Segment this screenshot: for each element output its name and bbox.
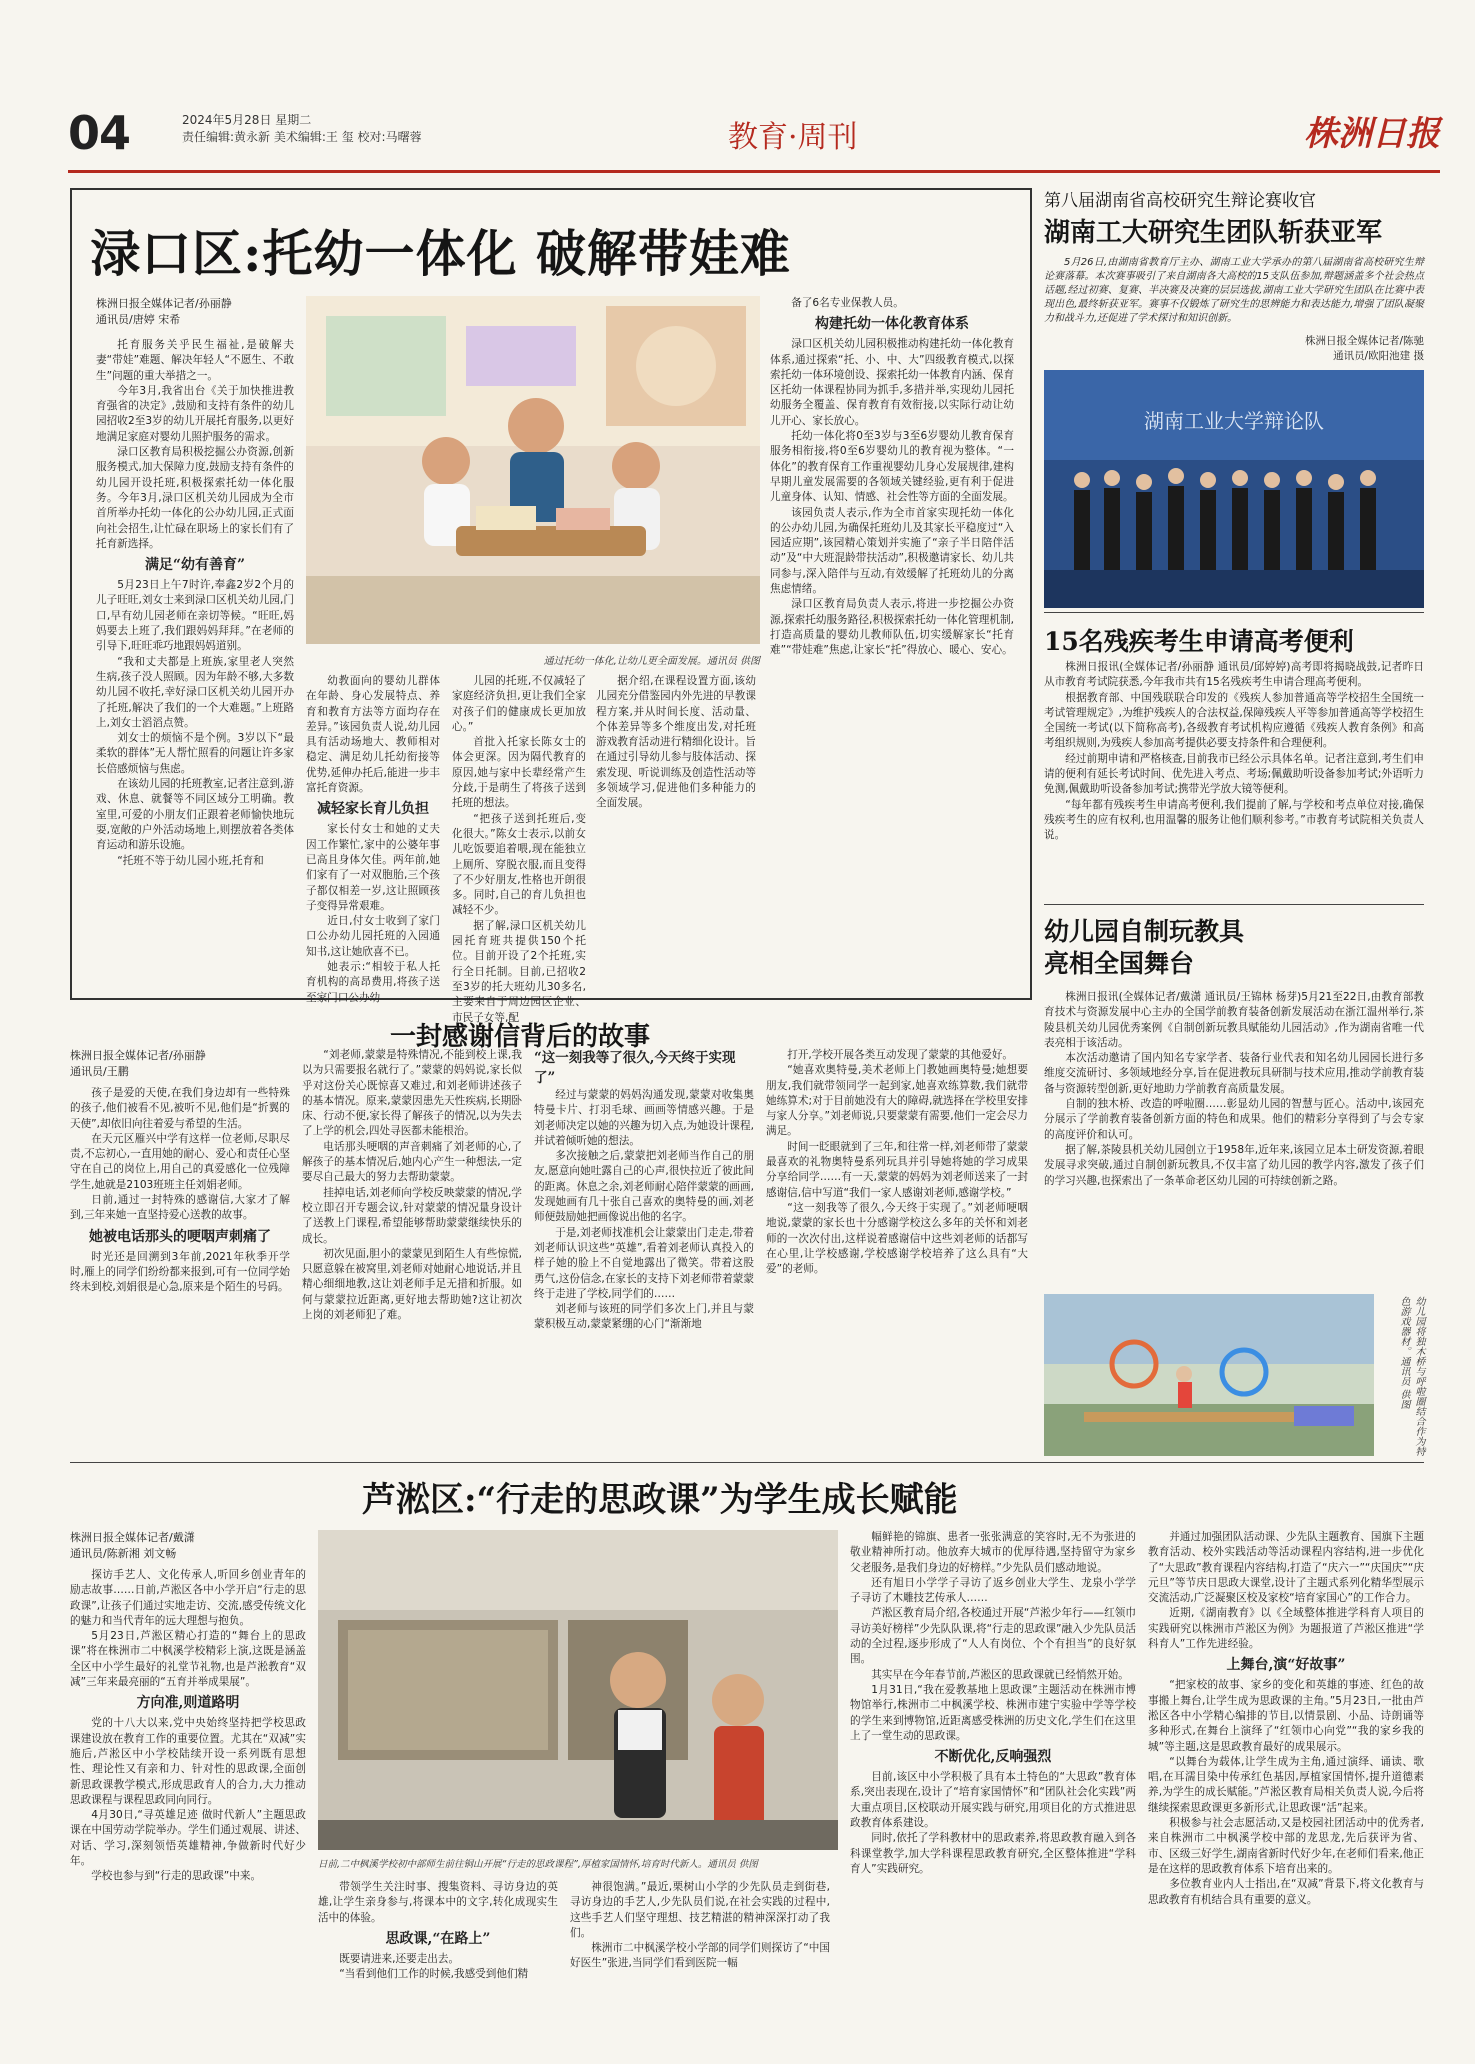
paragraph: 幅鲜艳的锦旗、患者一张张满意的笑容时,无不为张进的敬业精神所打动。他放弃大城市的优厚待遇,坚持留守为家乡父老服务,是我们身边的好榜样。”少先队员们感动地说。 (850, 1531, 1136, 1574)
paragraph: 据介绍,在课程设置方面,该幼儿园充分借鉴园内外先进的早教课程方案,并从时间长度、活动量、个体差异等多个维度出发,对托班游戏教育活动进行精细化设计。旨在通过引导幼儿参与肢体活动、探索发现、听说训练及创造性活动等多领域学习,促进他们多种能力的全面发展。 (596, 675, 756, 810)
paragraph: 株洲日报讯(全媒体记者/孙丽静 通讯员/邱婷婷)高考即将揭晓战鼓,记者昨日从市教育考试院获悉,今年我市共有15名残疾考生申请合理高考便利。 (1044, 661, 1424, 689)
banner-text: 湖南工业大学辩论队 (1144, 409, 1324, 433)
subheading: 满足“幼有善育” (144, 557, 246, 574)
paragraph: “刘老师,蒙蒙是特殊情况,不能到校上课,我以为只需要报名就行了。”蒙蒙的妈妈说,家长似乎对这份关心既惊喜又难过,和刘老师讲述孩子的基本情况。原来,蒙蒙因患先天性疾病,长期卧床、行动不便,家长得了解孩子的情况,以为失去了上学的机会,四处寻医都未能根治。 (302, 1049, 522, 1138)
paragraph: 挂掉电话,刘老师向学校反映蒙蒙的情况,学校立即召开专题会议,针对蒙蒙的情况量身设计了送教上门课程,希望能够帮助蒙蒙继续快乐的成长。 (302, 1186, 522, 1245)
paragraph: “当看到他们工作的时候,我感受到他们精 (339, 1968, 529, 1981)
paragraph: 根据教育部、中国残联联合印发的《残疾人参加普通高等学校招生全国统一考试管理规定》,为维护残疾人的合法权益,保障残疾人平等参加普通高等学校招生全国统一考试(以下简称高考),各级教育考试机构应遵循《残疾人教育条例》和高考组织规则,为残疾人参加高考提供必要支持条件和合理便利。 (1044, 691, 1424, 750)
head-meta (182, 112, 422, 146)
paragraph: 自制的独木桥、改造的呼啦圈……彰显幼儿园的智慧与匠心。活动中,该园充分展示了学前教育装备创新方面的特色和成果。他们的精彩分享得到了与会专家的高度评价和认可。 (1044, 1098, 1424, 1141)
paragraph: 首批入托家长陈女士的体会更深。因为隔代教育的原因,她与家中长辈经常产生分歧,于是萌生了将孩子送到托班的想法。 (452, 736, 586, 810)
paragraph: 在该幼儿园的托班教室,记者注意到,游戏、休息、就餐等不同区域分工明确。教室里,可爱的小朋友们正跟着老师愉快地玩耍,宽敞的户外活动场地上,则摆放着各类体育运动和游乐设施。 (96, 778, 294, 852)
credit-photographer: 通讯员/欧阳池建 摄 (1333, 350, 1424, 363)
paragraph: 儿园的托班,不仅减轻了家庭经济负担,更让我们全家对孩子们的健康成长更加放心。” (452, 675, 586, 733)
paragraph: 学校也参与到“行走的思政课”中来。 (91, 1870, 262, 1883)
subheading: 上舞台,演“好故事” (1226, 1657, 1346, 1674)
paragraph: 刘老师与该班的同学们多次上门,并且与蒙蒙积极互动,蒙蒙紧绷的心门“渐渐地 (534, 1303, 754, 1331)
divider (1044, 904, 1424, 905)
paragraph: 时间一眨眼就到了三年,和往常一样,刘老师带了蒙蒙最喜欢的礼物奥特曼系列玩具并引导她将她的学习成果分享给同学……有一天,蒙蒙的妈妈为刘老师送来了一封感谢信,信中写道“我们一家人感谢刘老师,感谢学校。” (766, 1140, 1028, 1199)
paragraph: 刘女士的烦恼不是个例。3岁以下“最柔软的群体”无人帮忙照看的问题让许多家长倍感烦恼与焦虑。 (96, 732, 294, 775)
top-story-photo-caption: 通过托幼一体化,让幼儿更全面发展。通讯员 供图 (543, 656, 760, 667)
paragraph: “以舞台为载体,让学生成为主角,通过演绎、诵读、歌唱,在耳濡目染中传承红色基因,厚植家国情怀,提升道德素养,为学生的成长赋能。”芦淞区教育局相关负责人说,今后将继续探索思政课更多新形式,让思政课“活”起来。 (1148, 1755, 1424, 1814)
lusong-photo (318, 1530, 838, 1850)
paragraph: 4月30日,“寻英雄足迹 做时代新人”主题思政课在中国劳动学院举办。学生们通过观展、讲述、对话、学习,深刻领悟英雄精神,争做新时代好少年。 (70, 1809, 306, 1868)
paragraph: 初次见面,胆小的蒙蒙见到陌生人有些惊慌,只愿意躲在被窝里,刘老师对她耐心地说话,并且精心细细地教,这让刘老师手足无措和折服。如何与蒙蒙拉近距离,更好地去帮助她?这让初次上岗的刘老师犯了难。 (302, 1247, 522, 1322)
top-story-byline (96, 296, 296, 328)
top-story-photo (306, 296, 760, 644)
debate-stage-illustration (1044, 370, 1424, 608)
paragraph: 经过前期申请和严格核查,目前我市已经公示具体名单。记者注意到,考生们申请的便利有延长考试时间、优先进入考点、考场;佩戴助听设备参加考试;外语听力免测,佩戴助听设备参加考试;携带光学放大镜等便利。 (1044, 752, 1424, 796)
byline-reporter: 株洲日报全媒体记者/孙丽静 (96, 297, 232, 310)
lusong-title: 芦淞区:“行走的思政课”为学生成长赋能 (362, 1480, 958, 1520)
paragraph: 株洲日报讯(全媒体记者/戴潇 通讯员/王锦林 杨芽)5月21至22日,由教育部教育技术与资源发展中心主办的全国学前教育装备创新发展活动在浙江温州举行,茶陵县机关幼儿园优秀案例《自制创新玩教具赋能幼儿园活动》,作为湖南省唯一代表亮相于该活动。 (1044, 991, 1424, 1049)
paragraph: 打开,学校开展各类互动发现了蒙蒙的其他爱好。 (787, 1049, 1014, 1061)
paragraph: “把孩子送到托班后,变化很大。”陈女士表示,以前女儿吃饭要追着喂,现在能独立上厕所、穿脱衣服,而且变得了不少好朋友,性格也开朗很多。同时,自己的育儿负担也减轻不少。 (452, 812, 586, 917)
top-story-col-1 (96, 338, 294, 978)
students-museum-illustration (318, 1530, 838, 1850)
paragraph: 托幼一体化将0至3岁与3至6岁婴幼儿教育保育服务相衔接,将0至6岁婴幼儿的教育视为整体。“一体化”的教育保育工作重视婴幼儿身心发展规律,建构早期儿童发展需要的各领域关键经验,更有利于促进儿童身体、认知、情感、社会性等方面的全面发展。 (770, 430, 1014, 504)
kids-balance-beam-illustration (1044, 1294, 1374, 1456)
toys-title (1044, 916, 1244, 980)
toys-title-line-1: 幼儿园自制玩教具 (1044, 917, 1245, 946)
debate-body (1044, 256, 1424, 326)
top-story-col-3 (452, 674, 586, 1024)
paragraph: 株洲市二中枫溪学校小学部的同学们则探访了“中国好医生”张进,当同学们看到医院一幅 (570, 1942, 830, 1970)
paragraph: 该园负责人表示,作为全市首家实现托幼一体化的公办幼儿园,为确保托班幼儿及其家长平稳度过“入园适应期”,该园精心策划并实施了“亲子半日陪伴活动”及“中大班混龄带扶活动”,积极邀请家长、幼儿共同参与,深入陪伴与互动,有效缓解了托班幼儿的分离焦虑情绪。 (770, 506, 1014, 596)
paragraph: 党的十八大以来,党中央始终坚持把学校思政课建设放在教育工作的重要位置。尤其在“双减”实施后,芦淞区中小学校陆续开设一系列既有思想性、理论性又有亲和力、针对性的思政课,全面创新思政课教学模式,形成思政育人的合力,大力推动思政课程与课程思政同向同行。 (70, 1717, 306, 1806)
byline-reporter: 株洲日报全媒体记者/戴潇 (70, 1531, 195, 1544)
letter-title: 一封感谢信背后的故事 (390, 1022, 651, 1052)
paragraph: 日前,通过一封特殊的感谢信,大家才了解到,三年来她一直坚持爱心送教的故事。 (70, 1194, 290, 1222)
paragraph: 孩子是爱的天使,在我们身边却有一些特殊的孩子,他们被看不见,被听不见,他们是“折翼的天使”,却依旧向往着爱与希望的生活。 (70, 1087, 290, 1130)
paragraph: 5月26日,由湖南省教育厅主办、湖南工业大学承办的第八届湖南省高校研究生辩论赛落幕。本次赛事吸引了来自湖南各大高校的15支队伍参加,辩题涵盖多个社会热点话题,经过初赛、复赛、半决赛及决赛的层层选拔,湖南工业大学研究生团队在比赛中表现出色,最终斩获亚军。赛事不仅锻炼了研究生的思辨能力和表达能力,增强了团队凝聚力和战斗力,还促进了学术探讨和知识创新。 (1044, 257, 1424, 324)
disabled-title: 15名残疾考生申请高考便利 (1044, 627, 1354, 656)
paragraph: 目前,该区中小学积极了具有本土特色的“大思政”教育体系,突出表现在,设计了“培育家国情怀”和“团队社会化实践”两大重点项目,区校联动开展实践与研究,用项目化的方式推进思政教育体系建设。 (850, 1771, 1136, 1830)
debate-kicker: 第八届湖南省高校研究生辩论赛收官 (1044, 191, 1316, 211)
paragraph: 5月23日,芦淞区精心打造的“舞台上的思政课”将在株洲市二中枫溪学校精彩上演,这既是涵盖全区中小学生最好的礼堂节礼物,也是芦淞教育“双减”三年来最亮丽的“五育并举成果展”。 (70, 1630, 306, 1689)
paragraph: 经过与蒙蒙的妈妈沟通发现,蒙蒙对收集奥特曼卡片、打羽毛球、画画等情感兴趣。于是刘老师决定以她的兴趣为切入点,为她设计课程,并试着倾听她的想法。 (534, 1089, 754, 1147)
lusong-col-2 (318, 1880, 558, 2034)
paragraph: “每年都有残疾考生申请高考便利,我们提前了解,与学校和考点单位对接,确保残疾考生的应有权利,也用温馨的服务让他们顺利参考。”市教育考试院相关负责人说。 (1044, 798, 1424, 842)
paragraph: 今年3月,我省出台《关于加快推进教育强省的决定》,鼓励和支持有条件的幼儿园招收2至3岁的幼儿开展托育服务,以更好地满足家庭对婴幼儿照护服务的需求。 (96, 384, 294, 443)
letter-col-1 (70, 1086, 290, 1442)
paragraph: 近日,付女士收到了家门口公办幼儿园托班的入园通知书,这让她欣喜不已。 (306, 915, 440, 958)
date-line: 2024年5月28日 星期二 (182, 113, 312, 127)
paragraph: 积极参与社会志愿活动,又是校园社团活动中的优秀者,来自株洲市二中枫溪学校中部的龙思龙,先后获评为省、市、区级三好学生,湖南省新时代好少年,在老师们看来,他正是在这样的思政教育体系下培育出来的。 (1148, 1817, 1424, 1875)
letter-col-4 (766, 1048, 1028, 1442)
paragraph: 本次活动邀请了国内知名专家学者、装备行业代表和知名幼儿园园长进行多维度交流研讨、多领域地经分享,旨在促进教玩具研制与技术应用,推动学前教育装备与资源转型创新,更好地助力学前教育高质量发展。 (1044, 1052, 1424, 1095)
lusong-byline (70, 1530, 270, 1562)
paper-name: 株洲日报 (1304, 114, 1440, 154)
top-story-col-4-lower (596, 674, 756, 978)
paragraph: 她表示:“相较于私人托育机构的高昂费用,将孩子送至家门口公办幼 (306, 961, 440, 1004)
subheading: 她被电话那头的哽咽声刺痛了 (89, 1228, 271, 1245)
byline-correspondent: 通讯员/王鹏 (70, 1065, 129, 1078)
paragraph: 同时,依托了学科教材中的思政素养,将思政教育融入到各科课堂教学,加大学科课程思政教育研究,全区整体推进“学科育人”实践研究。 (850, 1832, 1136, 1875)
paragraph: 在天元区雁兴中学有这样一位老师,尽职尽责,不忘初心,一直用她的耐心、爱心和责任心坚守在自己的岗位上,用自己的真爱感化一位残障学生,她就是2103班班主任刘娟老师。 (70, 1132, 290, 1191)
letter-col-2 (302, 1048, 522, 1442)
byline-reporter: 株洲日报全媒体记者/孙丽静 (70, 1049, 206, 1062)
subheading: 不断优化,反响强烈 (934, 1749, 1052, 1766)
debate-credit (1240, 334, 1424, 365)
top-story-col-2 (306, 674, 440, 1004)
section-title: 教育·周刊 (728, 120, 858, 155)
paragraph: 幼教面向的婴幼儿群体在年龄、身心发展特点、养育和教育方法等方面均存在差异。”该园负责人说,幼儿园具有活动场地大、教师相对稳定、满足幼儿托幼衔接等优势,延伸办托后,能进一步丰富托育资源。 (306, 675, 440, 795)
paragraph: 神很饱满。”最近,栗树山小学的少先队员走到街巷,寻访身边的手艺人,少先队员们说,在社会实践的过程中,这些手艺人们坚守理想、技艺精湛的精神深深打动了我们。 (570, 1881, 830, 1939)
top-story-col-4 (770, 296, 1014, 978)
letter-byline (70, 1048, 270, 1080)
subheading: “这一刻我等了很久,今天终于实现了” (534, 1050, 736, 1086)
paragraph: 电话那头哽咽的声音刺痛了刘老师的心,了解孩子的基本情况后,她内心产生一种想法,一定要尽自己最大的努力去帮助蒙蒙。 (302, 1140, 522, 1184)
paragraph: 据了解,茶陵县机关幼儿园创立于1958年,近年来,该园立足本土研发资源,着眼发展寻求突破,通过自制创新玩教具,不仅丰富了幼儿园的教学内容,激发了孩子们的学习兴趣,也探索出了一条革命老区幼儿园的可持续创新之路。 (1044, 1143, 1424, 1187)
subheading: 思政课,“在路上” (385, 1930, 491, 1947)
subheading: 构建托幼一体化教育体系 (815, 316, 969, 333)
paragraph: 托育服务关乎民生福祉,是破解夫妻“带娃”难题、解决年轻人“不愿生、不敢生”问题的重大举措之一。 (96, 339, 294, 382)
paragraph: “托班不等于幼儿园小班,托育和 (117, 854, 264, 867)
kids-reading-illustration (306, 296, 760, 644)
disabled-body (1044, 660, 1424, 896)
paragraph: 1月31日,“我在爱教基地上思政课”主题活动在株洲市博物馆举行,株洲市二中枫溪学校、株洲市建宁实验中学等学校的学生来到博物馆,近距离感受株洲的历史文化,学生们在这里上了一堂生动的思政课。 (850, 1683, 1136, 1742)
paragraph: 渌口区教育局负责人表示,将进一步挖掘公办资源,探索托幼服务路径,积极探索托幼一体化管理机制,打造高质量的婴幼儿教师队伍,切实缓解家长“托育难”“带娃难”焦虑,让家长“托”得放心、暖心、安心。 (770, 598, 1014, 657)
paragraph: 据了解,渌口区机关幼儿园托育班共提供150个托位。目前开设了2个托班,实行全日托制。目前,已招收2至3岁的托大班幼儿30多名,主要来自于周边园区企业、市民子女等,配 (452, 919, 586, 1024)
paragraph: 芦淞区教育局介绍,各校通过开展“芦淞少年行——红领巾寻访美好榜样”少先队队课,将“行走的思政课”融入少先队员活动的全过程,逐步形成了“人人有岗位、个个有担当”的良好氛围。 (850, 1607, 1136, 1666)
divider (1044, 612, 1424, 613)
debate-team-photo (1044, 370, 1424, 608)
lusong-col-4 (850, 1530, 1136, 2034)
paragraph: 其实早在今年春节前,芦淞区的思政课就已经悄然开始。 (871, 1668, 1129, 1681)
editors-line: 责任编辑:黄永新 美术编辑:王 玺 校对:马曙蓉 (182, 130, 422, 144)
paragraph: 还有旭日小学学子寻访了返乡创业大学生、龙泉小学学子寻访了木雕技艺传承人…… (850, 1576, 1136, 1605)
byline-correspondent: 通讯员/唐婷 宋希 (96, 313, 181, 326)
paragraph: 探访手艺人、文化传承人,听回乡创业青年的励志故事……日前,芦淞区各中小学开启“行走的思政课”,让孩子们通过实地走访、交流,感受传统文化的魅力和当代青年的远大理想与抱负。 (70, 1569, 306, 1627)
paragraph: 家长付女士和她的丈夫因工作繁忙,家中的公婆年事已高且身体欠佳。两年前,她们家有了一对双胞胎,三个孩子都仅相差一岁,这让照顾孩子变得异常艰难。 (306, 823, 440, 912)
paragraph: 渌口区教育局积极挖掘公办资源,创新服务模式,加大保障力度,鼓励支持有条件的幼儿园开设托班,积极探索托幼一体化服务。今年3月,渌口区机关幼儿园成为全市首所举办托幼一体化的公办幼儿园,正式面向社会招生,让忙碌在职场上的家长们有了托育新选择。 (96, 446, 294, 550)
toys-body (1044, 990, 1424, 1286)
toys-photo (1044, 1294, 1374, 1456)
byline-correspondent: 通讯员/陈新湘 刘文畅 (70, 1547, 177, 1560)
lusong-col-5 (1148, 1530, 1424, 2034)
paragraph: “我和丈夫都是上班族,家里老人突然生病,孩子没人照顾。因为年龄不够,大多数幼儿园不收托,幸好渌口区机关幼儿园开办了托班,解决了我们的一个大难题。”上班路上,刘女士滔滔点赞。 (96, 655, 294, 729)
top-story-title: 渌口区:托幼一体化 破解带娃难 (90, 224, 791, 283)
masthead-rule (68, 170, 1440, 173)
paragraph: 既要请进来,还要走出去。 (339, 1952, 460, 1965)
subheading: 减轻家长育儿负担 (317, 801, 429, 818)
lusong-photo-caption: 日前,二中枫溪学校初中部师生前往铜山开展“行走的思政课程”,厚植家国情怀,培育时代新人。通讯员 供图 (318, 1859, 758, 1870)
paragraph: 并通过加强团队活动课、少先队主题教育、国旗下主题教育活动、校外实践活动等活动课程内容结构,进一步优化了“大思政”教育课程内容结构,打造了“庆六一”“庆国庆”“庆元旦”等节庆日思政大课堂,设计了主题式系列化精华型展示交流活动,广泛凝聚区校及家校“培育家国心”的工作合力。 (1148, 1531, 1424, 1605)
paragraph: “她喜欢奥特曼,美术老师上门教她画奥特曼;她想要朋友,我们就带领同学一起到家,她喜欢练算数,我们就带她练算术;对于目前她没有大的障碍,就选择在学校里安排与家人分享。”刘老师说,只要蒙蒙有需要,他们一定会尽力满足。 (766, 1064, 1028, 1138)
toys-photo-caption: 幼儿园将独木桥与呼啦圈结合作为特色游戏器材。通讯员 供图 (1398, 1296, 1424, 1456)
paragraph: 近期,《湖南教育》以《全域整体推进学科育人项目的实践研究以株洲市芦淞区为例》为题报道了芦淞区推进“学科育人”工作先进经验。 (1148, 1607, 1424, 1651)
subheading: 方向准,则道路明 (136, 1695, 240, 1712)
paragraph: 多位教育业内人士指出,在“双减”背景下,将文化教育与思政教育有机结合具有重要的意义。 (1148, 1878, 1424, 1906)
paragraph: 5月23日上午7时许,奉鑫2岁2个月的儿子旺旺,刘女士来到渌口区机关幼儿园,门口,早有幼儿园老师在亲切等候。“旺旺,妈妈要去上班了,我们跟妈妈拜拜。”在老师的引导下,旺旺乖巧地跟妈妈道别。 (96, 579, 294, 653)
paragraph: 时光还是回溯到3年前,2021年秋季开学时,雁上的同学们纷纷都来报到,可有一位同学始终未到校,刘娟很是心急,原来是个陌生的号码。 (70, 1250, 290, 1294)
paragraph: 渌口区机关幼儿园积极推动构建托幼一体化教育体系,通过探索“托、小、中、大”四级教育模式,以探索托幼一体环境创设、探索托幼一体教育内涵、保育区托幼一体课程协同为抓手,多措并举,实现幼儿园托幼服务全覆盖、保育教育有效衔接,以实际行动让幼儿开心、家长放心。 (770, 338, 1014, 427)
paragraph: “把家校的故事、家乡的变化和英雄的事迹、红色的故事搬上舞台,让学生成为思政课的主角。”5月23日,一批由芦淞区各中小学精心编排的节目,以情景剧、小品、诗朗诵等多种形式,在舞台上演绎了“红领巾心向党”“我的家乡我的城”等主题,这是思政教育最好的成果展示。 (1148, 1679, 1424, 1753)
masthead (68, 104, 1440, 164)
paragraph: 多次接触之后,蒙蒙把刘老师当作自己的朋友,愿意向她吐露自己的心声,很快拉近了彼此间的距离。休息之余,刘老师耐心陪伴蒙蒙的画画,发现她画有几十张自己喜欢的奥特曼的画,刘老师便鼓励她把画像说出他的名字。 (534, 1150, 754, 1224)
letter-col-3 (534, 1048, 754, 1442)
credit-reporter: 株洲日报全媒体记者/陈驰 (1304, 335, 1424, 347)
paragraph: 于是,刘老师找准机会让蒙蒙出门走走,带着刘老师认识这些“英雄”,看着刘老师认真投入的样子她的脸上不自觉地露出了微笑。带着这股勇气,这份信念,在家长的支持下刘老师带着蒙蒙终于走进了学校,同学们的…… (534, 1226, 754, 1300)
lusong-col-3 (570, 1880, 830, 2034)
paragraph: 带领学生关注时事、搜集资料、寻访身边的英雄,让学生亲身参与,将课本中的文字,转化成现实生活中的体验。 (318, 1881, 558, 1924)
divider (70, 1462, 1424, 1463)
paragraph: “这一刻我等了很久,今天终于实现了。”刘老师哽咽地说,蒙蒙的家长也十分感谢学校这么多年的关怀和刘老师的一次次付出,这样说着感谢信中这些刘老师的话都写在心里,让学校感谢,学校感谢学校培养了这么具有“大爱”的老师。 (766, 1201, 1028, 1276)
debate-title: 湖南工大研究生团队斩获亚军 (1044, 218, 1383, 248)
paragraph: 备了6名专业保教人员。 (791, 297, 904, 309)
page-number: 04 (68, 106, 131, 160)
lusong-col-1 (70, 1568, 306, 2034)
toys-title-line-2: 亮相全国舞台 (1044, 949, 1195, 978)
